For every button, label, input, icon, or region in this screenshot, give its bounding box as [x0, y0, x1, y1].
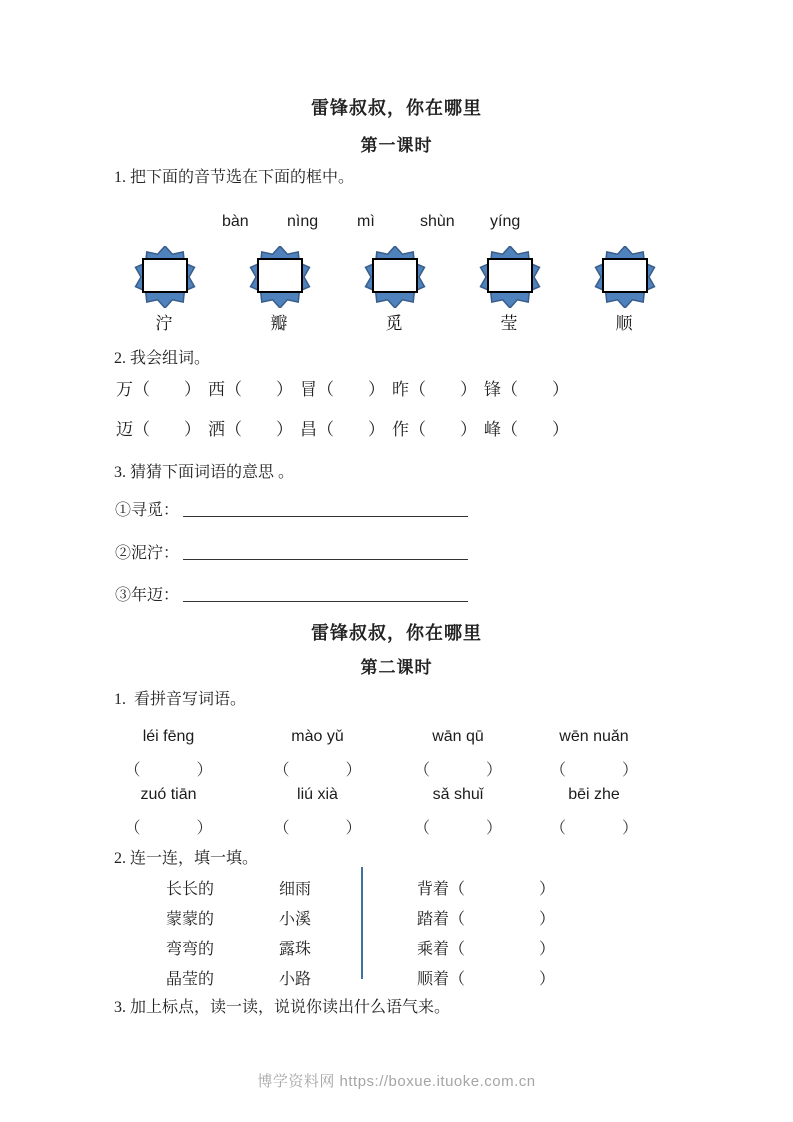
answer-parens [274, 757, 362, 780]
fill-item [417, 905, 555, 935]
paren-close: ） [538, 911, 555, 928]
paren-open: （ [124, 762, 141, 779]
adjective-column [152, 875, 228, 995]
seal-stamp-icon [132, 246, 198, 308]
answer-box [143, 259, 187, 292]
pinyin-word: liú xià [297, 786, 338, 803]
paren-close: ） [485, 762, 502, 779]
noun-column [263, 875, 327, 995]
stamp-item [590, 246, 660, 334]
paren-open: （ [550, 820, 567, 837]
paren-close: ） [485, 820, 502, 837]
answer-parens [125, 757, 213, 780]
match-item: 晶莹的 [165, 971, 214, 988]
stamp-item [130, 246, 200, 334]
paren-open: （ [133, 420, 150, 439]
zuci-char: 迈 [116, 420, 133, 439]
pinyin-word: wān qū [432, 728, 484, 745]
paren-open: （ [414, 820, 431, 837]
paren-open: （ [273, 762, 290, 779]
question-2-2: 2. 连一连，填一填。 [114, 850, 259, 867]
match-item: 小溪 [278, 911, 311, 928]
question-2-3: 3. 加上标点，读一读，说说你读出什么语气来。 [114, 999, 451, 1016]
paren-close: ） [460, 380, 477, 399]
syllable: mì [357, 213, 375, 230]
seal-stamp-icon [362, 246, 428, 308]
answer-parens [414, 815, 502, 838]
pinyin-word: sǎ shuǐ [432, 786, 484, 803]
paren-close: ） [184, 420, 201, 439]
stamp-row [130, 246, 660, 334]
paren-open: （ [501, 420, 518, 439]
paren-open: （ [409, 420, 426, 439]
definition-line [115, 497, 468, 520]
zuci-char: 作 [392, 420, 409, 439]
pinyin-word: bēi zhe [568, 786, 620, 803]
zuci-char: 万 [116, 380, 133, 399]
paren-close: ） [345, 762, 362, 779]
definition-line [115, 582, 468, 605]
syllable-row [0, 213, 793, 235]
fill-label: 乘着（ [417, 941, 466, 958]
paren-open: （ [225, 420, 242, 439]
pinyin-word: léi fēng [142, 728, 195, 745]
fill-label: 背着（ [417, 881, 466, 898]
paren-open: （ [414, 762, 431, 779]
paren-close: ） [538, 971, 555, 988]
seal-stamp-icon [247, 246, 313, 308]
stamp-char: 顺 [615, 314, 635, 333]
syllable: bàn [222, 213, 249, 230]
syllable: nìng [287, 213, 319, 230]
paren-open: （ [501, 380, 518, 399]
paren-close: ） [460, 420, 477, 439]
answer-underline [183, 584, 468, 602]
paren-close: ） [345, 820, 362, 837]
zuci-char: 昌 [300, 420, 317, 439]
match-item: 小路 [278, 971, 311, 988]
paren-close: ） [552, 380, 569, 399]
site-watermark: 博学资料网 https://boxue.ituoke.com.cn [257, 1073, 536, 1090]
syllable: shùn [420, 213, 455, 230]
seal-stamp-icon [592, 246, 658, 308]
paren-open: （ [317, 380, 334, 399]
zuci-char: 锋 [484, 380, 501, 399]
pinyin-word: wēn nuǎn [559, 728, 629, 745]
paren-close: ） [538, 941, 555, 958]
question-1-3: 3. 猜猜下面词语的意思 。 [114, 464, 295, 481]
answer-box [488, 259, 532, 292]
answer-underline [183, 499, 468, 517]
answer-parens [274, 815, 362, 838]
zuci-char: 冒 [300, 380, 317, 399]
pinyin-word: mào yǔ [291, 728, 344, 745]
fill-in-column [417, 875, 555, 995]
lesson2-subtitle: 第二课时 [360, 658, 433, 677]
answer-parens [414, 757, 502, 780]
paren-close: ） [276, 420, 293, 439]
paren-close: ） [196, 762, 213, 779]
paren-close: ） [552, 420, 569, 439]
zuci-char: 洒 [208, 420, 225, 439]
paren-close: ） [276, 380, 293, 399]
paren-open: （ [409, 380, 426, 399]
paren-open: （ [550, 762, 567, 779]
stamp-char: 莹 [500, 314, 520, 333]
paren-open: （ [225, 380, 242, 399]
answer-parens [550, 815, 638, 838]
stamp-item [245, 246, 315, 334]
seal-stamp-icon [477, 246, 543, 308]
stamp-item [360, 246, 430, 334]
definition-label: ①寻觅： [115, 502, 180, 519]
answer-underline [183, 542, 468, 560]
paren-close: ） [368, 420, 385, 439]
answer-parens [550, 757, 638, 780]
paren-open: （ [317, 420, 334, 439]
lesson1-subtitle: 第一课时 [360, 136, 433, 155]
question-1-2: 2. 我会组词。 [114, 350, 211, 367]
match-item: 长长的 [165, 881, 214, 898]
paren-close: ） [621, 762, 638, 779]
column-divider-line [361, 867, 363, 979]
zuci-row-2 [116, 415, 569, 440]
fill-label: 踏着（ [417, 911, 466, 928]
match-item: 蒙蒙的 [165, 911, 214, 928]
pinyin-write-grid [95, 728, 665, 844]
syllable: yíng [490, 213, 521, 230]
stamp-item [475, 246, 545, 334]
lesson1-title: 雷锋叔叔，你在哪里 [311, 98, 482, 118]
pinyin-word: zuó tiān [140, 786, 197, 803]
paren-close: ） [621, 820, 638, 837]
paren-open: （ [273, 820, 290, 837]
paren-close: ） [368, 380, 385, 399]
match-item: 细雨 [278, 881, 311, 898]
fill-item [417, 875, 555, 905]
answer-box [258, 259, 302, 292]
answer-parens [125, 815, 213, 838]
fill-label: 顺着（ [417, 971, 466, 988]
paren-open: （ [124, 820, 141, 837]
zuci-char: 西 [208, 380, 225, 399]
fill-item [417, 935, 555, 965]
fill-item [417, 965, 555, 995]
stamp-char: 觅 [385, 314, 405, 333]
match-item: 弯弯的 [165, 941, 214, 958]
stamp-char: 泞 [155, 314, 175, 333]
stamp-char: 瓣 [270, 314, 290, 333]
question-1-1: 1. 把下面的音节选在下面的框中。 [114, 169, 355, 186]
answer-box [603, 259, 647, 292]
lesson2-title: 雷锋叔叔，你在哪里 [311, 623, 482, 643]
paren-close: ） [538, 881, 555, 898]
question-2-1: 1. 看拼音写词语。 [114, 691, 247, 708]
paren-close: ） [184, 380, 201, 399]
definition-line [115, 540, 468, 563]
matching-exercise [0, 875, 793, 990]
zuci-row-1 [116, 375, 569, 400]
paren-open: （ [133, 380, 150, 399]
paren-close: ） [196, 820, 213, 837]
match-item: 露珠 [278, 941, 311, 958]
definition-label: ②泥泞： [115, 545, 180, 562]
zuci-char: 峰 [484, 420, 501, 439]
zuci-char: 昨 [392, 380, 409, 399]
definition-label: ③年迈： [115, 587, 180, 604]
answer-box [373, 259, 417, 292]
